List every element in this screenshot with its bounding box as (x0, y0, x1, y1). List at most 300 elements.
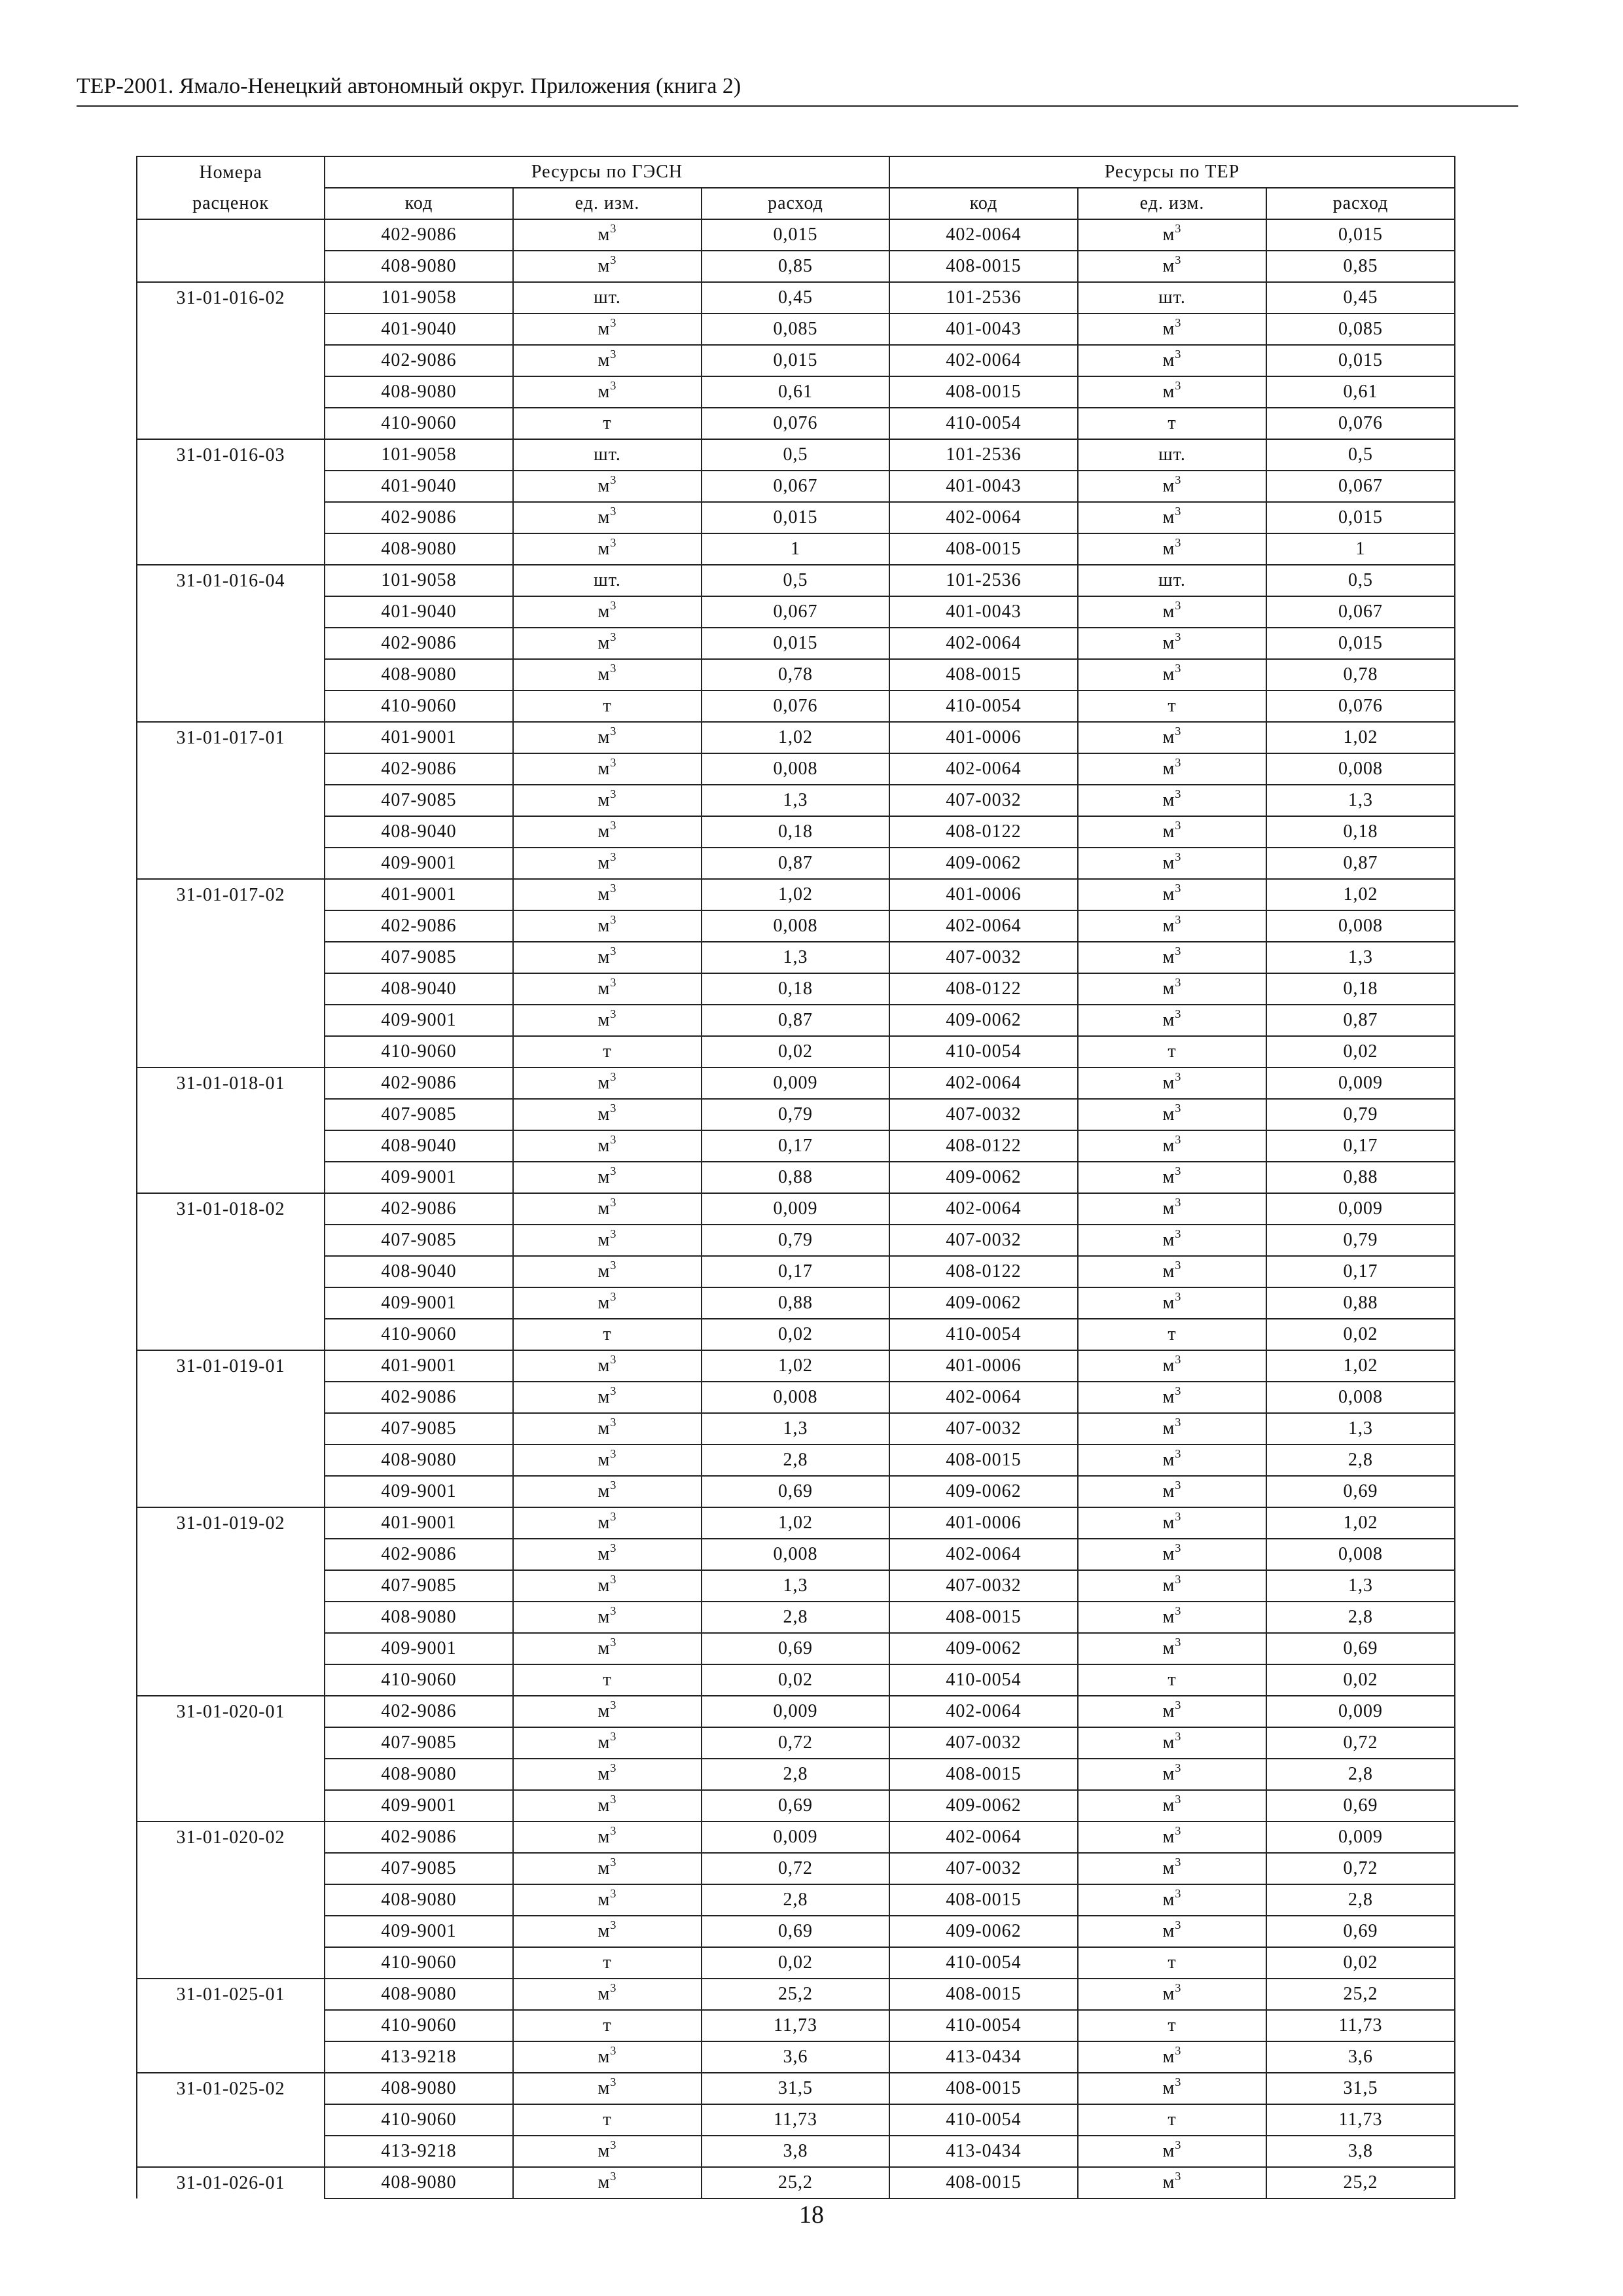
ter-rate-cell: 0,009 (1266, 1193, 1455, 1225)
cubic-superscript: 3 (1175, 662, 1182, 675)
gesn-unit-cell: $м^3$ (513, 1382, 702, 1413)
column-header-number-2: расценок (137, 188, 325, 219)
cubic-superscript: 3 (610, 1259, 617, 1272)
table-row (137, 1319, 1455, 1350)
gesn-unit-cell: $м^3$ (513, 1256, 702, 1287)
cubic-superscript: 3 (1175, 1007, 1182, 1020)
ter-rate-cell: 0,88 (1266, 1162, 1455, 1193)
ter-unit-cell: $м^3$ (1078, 1162, 1266, 1193)
ter-rate-cell: 0,45 (1266, 282, 1455, 314)
table-row (137, 628, 1455, 659)
gesn-unit-cell: $м^3$ (513, 1162, 702, 1193)
table-row (137, 1759, 1455, 1790)
ter-rate-cell: 2,8 (1266, 1884, 1455, 1916)
table-row (137, 1099, 1455, 1130)
ter-code-cell: 410-0054 (889, 2010, 1078, 2041)
gesn-rate-cell: 3,6 (702, 2041, 889, 2073)
gesn-rate-cell: 0,18 (702, 816, 889, 848)
gesn-unit-cell: $м^3$ (513, 2167, 702, 2198)
gesn-rate-cell: 2,8 (702, 1602, 889, 1633)
gesn-code-cell: 402-9086 (325, 345, 513, 376)
cubic-superscript: 3 (610, 725, 617, 738)
cubic-superscript: 3 (610, 1761, 617, 1774)
ter-rate-cell: 0,88 (1266, 1287, 1455, 1319)
gesn-unit-cell: $м^3$ (513, 910, 702, 942)
cubic-superscript: 3 (610, 1479, 617, 1492)
ter-rate-cell: 0,5 (1266, 439, 1455, 471)
ter-code-cell: 407-0032 (889, 785, 1078, 816)
gesn-code-cell: 402-9086 (325, 219, 513, 251)
ter-code-cell: 402-0064 (889, 910, 1078, 942)
gesn-unit-cell: $м^3$ (513, 722, 702, 753)
table-row (137, 1005, 1455, 1036)
ter-rate-cell: 1 (1266, 533, 1455, 565)
gesn-unit-cell: $м^3$ (513, 973, 702, 1005)
cubic-superscript: 3 (1175, 850, 1182, 863)
rate-number-cell: 31-01-018-01 (137, 1067, 325, 1099)
gesn-code-cell: 410-9060 (325, 691, 513, 722)
ter-unit-cell: $м^3$ (1078, 251, 1266, 282)
table-row (137, 691, 1455, 722)
ter-rate-cell: 2,8 (1266, 1444, 1455, 1476)
ter-unit-cell: т (1078, 408, 1266, 439)
gesn-code-cell: 401-9040 (325, 314, 513, 345)
ter-code-cell: 410-0054 (889, 408, 1078, 439)
rate-number-cell (137, 785, 325, 816)
rate-number-cell (137, 691, 325, 722)
gesn-unit-cell: $м^3$ (513, 1602, 702, 1633)
cubic-superscript: 3 (610, 1981, 617, 1994)
cubic-superscript: 3 (1175, 2075, 1182, 2089)
ter-unit-cell: $м^3$ (1078, 1727, 1266, 1759)
table-row (137, 1476, 1455, 1507)
table-row (137, 502, 1455, 533)
gesn-code-cell: 410-9060 (325, 1319, 513, 1350)
gesn-unit-cell: т (513, 408, 702, 439)
gesn-code-cell: 410-9060 (325, 1036, 513, 1067)
ter-rate-cell: 0,085 (1266, 314, 1455, 345)
table-row (137, 1287, 1455, 1319)
gesn-unit-cell: $м^3$ (513, 471, 702, 502)
gesn-code-cell: 401-9001 (325, 1350, 513, 1382)
gesn-unit-cell: шт. (513, 439, 702, 471)
cubic-superscript: 3 (610, 756, 617, 769)
ter-rate-cell: 31,5 (1266, 2073, 1455, 2104)
table-row (137, 1633, 1455, 1664)
rate-number-cell (137, 816, 325, 848)
gesn-rate-cell: 0,067 (702, 471, 889, 502)
gesn-unit-cell: $м^3$ (513, 1916, 702, 1947)
rate-number-cell: 31-01-016-02 (137, 282, 325, 314)
ter-code-cell: 409-0062 (889, 1790, 1078, 1821)
ter-code-cell: 409-0062 (889, 848, 1078, 879)
rate-number-cell (137, 848, 325, 879)
ter-unit-cell: т (1078, 1947, 1266, 1979)
rate-number-cell (137, 345, 325, 376)
gesn-rate-cell: 1,02 (702, 879, 889, 910)
ter-code-cell: 408-0015 (889, 1444, 1078, 1476)
ter-rate-cell: 25,2 (1266, 2167, 1455, 2198)
table-row (137, 1696, 1455, 1727)
ter-rate-cell: 0,02 (1266, 1947, 1455, 1979)
rate-number-cell (137, 596, 325, 628)
gesn-code-cell: 408-9080 (325, 659, 513, 691)
cubic-superscript: 3 (610, 787, 617, 800)
gesn-unit-cell: $м^3$ (513, 1539, 702, 1570)
gesn-unit-cell: $м^3$ (513, 785, 702, 816)
cubic-superscript: 3 (1175, 756, 1182, 769)
table-row (137, 471, 1455, 502)
rate-number-cell (137, 1916, 325, 1947)
ter-code-cell: 402-0064 (889, 1067, 1078, 1099)
gesn-unit-cell: $м^3$ (513, 753, 702, 785)
gesn-rate-cell: 0,02 (702, 1664, 889, 1696)
ter-rate-cell: 0,009 (1266, 1696, 1455, 1727)
gesn-unit-cell: т (513, 2104, 702, 2136)
table-row (137, 973, 1455, 1005)
gesn-rate-cell: 0,067 (702, 596, 889, 628)
cubic-superscript: 3 (610, 976, 617, 989)
ter-code-cell: 408-0015 (889, 376, 1078, 408)
rate-number-cell: 31-01-018-02 (137, 1193, 325, 1225)
gesn-code-cell: 407-9085 (325, 1570, 513, 1602)
rate-number-cell: 31-01-016-03 (137, 439, 325, 471)
gesn-rate-cell: 0,18 (702, 973, 889, 1005)
column-header-ter-rate: расход (1266, 188, 1455, 219)
gesn-code-cell: 409-9001 (325, 1916, 513, 1947)
cubic-superscript: 3 (1175, 1102, 1182, 1115)
cubic-superscript: 3 (610, 1007, 617, 1020)
gesn-code-cell: 401-9040 (325, 471, 513, 502)
rate-number-cell: 31-01-025-01 (137, 1979, 325, 2010)
gesn-rate-cell: 0,88 (702, 1162, 889, 1193)
ter-unit-cell: $м^3$ (1078, 533, 1266, 565)
gesn-code-cell: 402-9086 (325, 628, 513, 659)
gesn-rate-cell: 0,69 (702, 1916, 889, 1947)
gesn-code-cell: 407-9085 (325, 785, 513, 816)
ter-rate-cell: 0,79 (1266, 1225, 1455, 1256)
cubic-superscript: 3 (610, 1636, 617, 1649)
cubic-superscript: 3 (1175, 505, 1182, 518)
ter-unit-cell: $м^3$ (1078, 1790, 1266, 1821)
column-header-gesn: Ресурсы по ГЭСН (325, 156, 889, 188)
ter-rate-cell: 0,02 (1266, 1319, 1455, 1350)
gesn-unit-cell: $м^3$ (513, 1225, 702, 1256)
cubic-superscript: 3 (610, 1918, 617, 1931)
header-rule (77, 105, 1518, 107)
cubic-superscript: 3 (610, 2138, 617, 2151)
table-body (137, 219, 1455, 2198)
cubic-superscript: 3 (610, 1353, 617, 1366)
ter-unit-cell: т (1078, 2010, 1266, 2041)
cubic-superscript: 3 (1175, 819, 1182, 832)
cubic-superscript: 3 (1175, 1573, 1182, 1586)
ter-rate-cell: 2,8 (1266, 1602, 1455, 1633)
ter-code-cell: 402-0064 (889, 1821, 1078, 1853)
rate-number-cell (137, 2041, 325, 2073)
gesn-rate-cell: 0,17 (702, 1256, 889, 1287)
gesn-code-cell: 402-9086 (325, 753, 513, 785)
cubic-superscript: 3 (610, 882, 617, 895)
gesn-rate-cell: 0,076 (702, 408, 889, 439)
cubic-superscript: 3 (1175, 1196, 1182, 1209)
cubic-superscript: 3 (1175, 1698, 1182, 1712)
ter-unit-cell: $м^3$ (1078, 1413, 1266, 1444)
table-row (137, 910, 1455, 942)
ter-rate-cell: 0,015 (1266, 345, 1455, 376)
cubic-superscript: 3 (1175, 913, 1182, 926)
gesn-rate-cell: 11,73 (702, 2010, 889, 2041)
table-row (137, 2041, 1455, 2073)
rate-number-cell (137, 1539, 325, 1570)
gesn-unit-cell: шт. (513, 282, 702, 314)
cubic-superscript: 3 (610, 1573, 617, 1586)
table-row (137, 722, 1455, 753)
cubic-superscript: 3 (610, 1604, 617, 1617)
table-row (137, 1036, 1455, 1067)
rate-number-cell (137, 376, 325, 408)
ter-unit-cell: $м^3$ (1078, 2167, 1266, 2198)
ter-unit-cell: $м^3$ (1078, 2041, 1266, 2073)
cubic-superscript: 3 (1175, 536, 1182, 549)
rate-number-cell (137, 502, 325, 533)
ter-code-cell: 413-0434 (889, 2041, 1078, 2073)
gesn-code-cell: 408-9040 (325, 1130, 513, 1162)
ter-rate-cell: 1,3 (1266, 785, 1455, 816)
ter-code-cell: 409-0062 (889, 1162, 1078, 1193)
gesn-code-cell: 409-9001 (325, 1287, 513, 1319)
table-row (137, 2136, 1455, 2167)
cubic-superscript: 3 (1175, 253, 1182, 266)
gesn-unit-cell: $м^3$ (513, 314, 702, 345)
table-row (137, 1067, 1455, 1099)
gesn-rate-cell: 0,085 (702, 314, 889, 345)
ter-rate-cell: 3,6 (1266, 2041, 1455, 2073)
gesn-code-cell: 409-9001 (325, 848, 513, 879)
gesn-rate-cell: 11,73 (702, 2104, 889, 2136)
gesn-rate-cell: 1,3 (702, 1413, 889, 1444)
ter-code-cell: 413-0434 (889, 2136, 1078, 2167)
table-row (137, 1193, 1455, 1225)
gesn-rate-cell: 25,2 (702, 1979, 889, 2010)
rate-number-cell (137, 2104, 325, 2136)
table-row (137, 1350, 1455, 1382)
ter-rate-cell: 0,02 (1266, 1036, 1455, 1067)
gesn-code-cell: 402-9086 (325, 1696, 513, 1727)
gesn-code-cell: 101-9058 (325, 282, 513, 314)
cubic-superscript: 3 (610, 473, 617, 486)
ter-rate-cell: 0,067 (1266, 471, 1455, 502)
ter-unit-cell: $м^3$ (1078, 502, 1266, 533)
gesn-unit-cell: $м^3$ (513, 1633, 702, 1664)
ter-code-cell: 401-0006 (889, 879, 1078, 910)
ter-code-cell: 101-2536 (889, 439, 1078, 471)
ter-unit-cell: $м^3$ (1078, 1067, 1266, 1099)
gesn-code-cell: 408-9080 (325, 2167, 513, 2198)
gesn-unit-cell: $м^3$ (513, 848, 702, 879)
rate-number-cell: 31-01-026-01 (137, 2167, 325, 2198)
cubic-superscript: 3 (1175, 1164, 1182, 1177)
ter-rate-cell: 2,8 (1266, 1759, 1455, 1790)
ter-unit-cell: $м^3$ (1078, 1287, 1266, 1319)
table-row (137, 1853, 1455, 1884)
ter-unit-cell: $м^3$ (1078, 1853, 1266, 1884)
rate-number-cell (137, 910, 325, 942)
ter-rate-cell: 0,5 (1266, 565, 1455, 596)
ter-rate-cell: 11,73 (1266, 2010, 1455, 2041)
cubic-superscript: 3 (610, 536, 617, 549)
cubic-superscript: 3 (1175, 1227, 1182, 1240)
table-row (137, 1727, 1455, 1759)
ter-code-cell: 401-0006 (889, 722, 1078, 753)
ter-rate-cell: 1,3 (1266, 1413, 1455, 1444)
table-row (137, 408, 1455, 439)
table-row (137, 1664, 1455, 1696)
ter-code-cell: 408-0015 (889, 659, 1078, 691)
ter-unit-cell: $м^3$ (1078, 1979, 1266, 2010)
ter-unit-cell: $м^3$ (1078, 1759, 1266, 1790)
ter-rate-cell: 0,015 (1266, 219, 1455, 251)
ter-code-cell: 407-0032 (889, 1099, 1078, 1130)
table-row (137, 596, 1455, 628)
ter-code-cell: 402-0064 (889, 1193, 1078, 1225)
gesn-code-cell: 408-9080 (325, 1759, 513, 1790)
ter-rate-cell: 0,18 (1266, 973, 1455, 1005)
cubic-superscript: 3 (1175, 348, 1182, 361)
gesn-code-cell: 410-9060 (325, 1664, 513, 1696)
table-row (137, 942, 1455, 973)
ter-rate-cell: 0,067 (1266, 596, 1455, 628)
ter-unit-cell: $м^3$ (1078, 1099, 1266, 1130)
ter-unit-cell: $м^3$ (1078, 1507, 1266, 1539)
gesn-code-cell: 407-9085 (325, 1727, 513, 1759)
ter-code-cell: 401-0006 (889, 1350, 1078, 1382)
cubic-superscript: 3 (1175, 473, 1182, 486)
ter-unit-cell: $м^3$ (1078, 659, 1266, 691)
rate-number-cell (137, 2010, 325, 2041)
ter-rate-cell: 0,076 (1266, 408, 1455, 439)
cubic-superscript: 3 (610, 944, 617, 958)
cubic-superscript: 3 (610, 1447, 617, 1460)
ter-rate-cell: 0,78 (1266, 659, 1455, 691)
ter-code-cell: 409-0062 (889, 1476, 1078, 1507)
gesn-rate-cell: 0,78 (702, 659, 889, 691)
ter-code-cell: 408-0122 (889, 1256, 1078, 1287)
gesn-unit-cell: т (513, 691, 702, 722)
gesn-code-cell: 408-9040 (325, 1256, 513, 1287)
gesn-rate-cell: 2,8 (702, 1759, 889, 1790)
table-row (137, 1413, 1455, 1444)
gesn-rate-cell: 0,17 (702, 1130, 889, 1162)
gesn-code-cell: 402-9086 (325, 1067, 513, 1099)
cubic-superscript: 3 (610, 2170, 617, 2183)
table-row (137, 1916, 1455, 1947)
gesn-code-cell: 408-9080 (325, 1979, 513, 2010)
table-row (137, 1539, 1455, 1570)
rate-number-cell: 31-01-020-02 (137, 1821, 325, 1853)
gesn-code-cell: 408-9080 (325, 376, 513, 408)
ter-rate-cell: 1,02 (1266, 722, 1455, 753)
ter-rate-cell: 0,008 (1266, 753, 1455, 785)
table-row (137, 2010, 1455, 2041)
cubic-superscript: 3 (1175, 1636, 1182, 1649)
gesn-code-cell: 101-9058 (325, 565, 513, 596)
rate-number-cell (137, 1225, 325, 1256)
ter-code-cell: 401-0006 (889, 1507, 1078, 1539)
gesn-unit-cell: т (513, 1319, 702, 1350)
cubic-superscript: 3 (1175, 1384, 1182, 1397)
gesn-unit-cell: $м^3$ (513, 1821, 702, 1853)
table-row (137, 1256, 1455, 1287)
ter-unit-cell: $м^3$ (1078, 471, 1266, 502)
ter-unit-cell: т (1078, 2104, 1266, 2136)
rate-number-cell (137, 1287, 325, 1319)
running-header: ТЕР-2001. Ямало-Ненецкий автономный округ. Приложения (книга 2) (77, 74, 741, 98)
table-row (137, 879, 1455, 910)
ter-rate-cell: 0,85 (1266, 251, 1455, 282)
cubic-superscript: 3 (610, 222, 617, 235)
ter-unit-cell: $м^3$ (1078, 1539, 1266, 1570)
ter-code-cell: 409-0062 (889, 1287, 1078, 1319)
ter-code-cell: 408-0015 (889, 1602, 1078, 1633)
table-row (137, 282, 1455, 314)
column-header-gesn-code: код (325, 188, 513, 219)
cubic-superscript: 3 (610, 819, 617, 832)
gesn-unit-cell: $м^3$ (513, 533, 702, 565)
rate-number-cell (137, 1602, 325, 1633)
gesn-unit-cell: $м^3$ (513, 376, 702, 408)
gesn-rate-cell: 0,5 (702, 565, 889, 596)
cubic-superscript: 3 (1175, 882, 1182, 895)
ter-code-cell: 408-0015 (889, 2073, 1078, 2104)
gesn-unit-cell: $м^3$ (513, 596, 702, 628)
page-number: 18 (799, 2201, 824, 2229)
gesn-rate-cell: 2,8 (702, 1444, 889, 1476)
ter-code-cell: 408-0015 (889, 1979, 1078, 2010)
cubic-superscript: 3 (610, 1384, 617, 1397)
cubic-superscript: 3 (1175, 2138, 1182, 2151)
gesn-unit-cell: $м^3$ (513, 502, 702, 533)
cubic-superscript: 3 (1175, 1133, 1182, 1146)
ter-unit-cell: $м^3$ (1078, 1350, 1266, 1382)
ter-rate-cell: 0,009 (1266, 1067, 1455, 1099)
resources-table (136, 156, 1455, 2199)
ter-rate-cell: 0,076 (1266, 691, 1455, 722)
ter-unit-cell: т (1078, 1319, 1266, 1350)
rate-number-cell (137, 1319, 325, 1350)
ter-code-cell: 401-0043 (889, 314, 1078, 345)
gesn-code-cell: 407-9085 (325, 942, 513, 973)
gesn-rate-cell: 1,3 (702, 942, 889, 973)
ter-unit-cell: $м^3$ (1078, 376, 1266, 408)
gesn-rate-cell: 1 (702, 533, 889, 565)
gesn-unit-cell: $м^3$ (513, 1130, 702, 1162)
rate-number-cell (137, 1759, 325, 1790)
ter-rate-cell: 1,3 (1266, 1570, 1455, 1602)
ter-unit-cell: $м^3$ (1078, 345, 1266, 376)
table-row (137, 816, 1455, 848)
cubic-superscript: 3 (1175, 1730, 1182, 1743)
ter-unit-cell: шт. (1078, 565, 1266, 596)
ter-rate-cell: 0,72 (1266, 1853, 1455, 1884)
ter-unit-cell: $м^3$ (1078, 1916, 1266, 1947)
table-row (137, 753, 1455, 785)
cubic-superscript: 3 (610, 2044, 617, 2057)
gesn-code-cell: 407-9085 (325, 1853, 513, 1884)
cubic-superscript: 3 (610, 1856, 617, 1869)
cubic-superscript: 3 (1175, 976, 1182, 989)
cubic-superscript: 3 (610, 1793, 617, 1806)
